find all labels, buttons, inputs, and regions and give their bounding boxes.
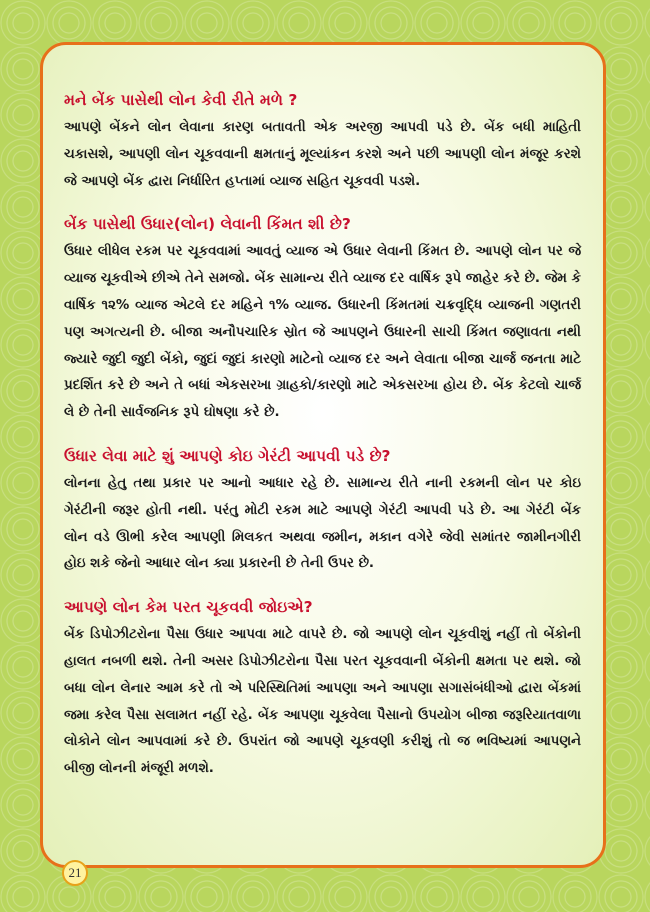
section-get-loan — [64, 89, 581, 195]
section-paragraph: આપણે બેંકને લોન લેવાના કારણ બતાવતી એક અરજી આપવી પડે છે. બેંક બધી માહિતી ચકાસશે, આપણી લોન ચૂકવવાની ક્ષમતાનું મૂલ્યાંકન કરશે અને પછી આપણી લોન મંજૂર કરશે જે આપણે બેંક દ્વારા નિર્ધારિત હપ્તામાં વ્યાજ સહિત ચૂકવવી પડશે. — [64, 120, 581, 189]
section-paragraph: બેંક ડિપોઝીટરોના પૈસા ઉધાર આપવા માટે વાપરે છે. જો આપણે લોન ચૂકવીશું નહીં તો બેંકોની હાલત નબળી થશે. તેની અસર ડિપોઝીટરોના પૈસા પરત ચૂકવવાની બેંકોની ક્ષમતા પર થશે. જો બધા લોન લેનાર આમ કરે તો એ પરિસ્થિતિમાં આપણા અને આપણા સગાસંબંધીઓ દ્વારા બેંકમાં જમા કરેલ પૈસા સલામત નહીં રહે. બેંક આપણા ચૂકવેલા પૈસાનો ઉપયોગ બીજા જરૂરિયાતવાળા લોકોને લોન આપવામાં કરે છે. ઉપરાંત જો આપણે ચૂકવણી કરીશું તો જ ભવિષ્યમાં આપણને બીજી લોનની મંજૂરી મળશે. — [64, 627, 581, 777]
section-heading: આપણે લોન કેમ પરત ચૂકવવી જોઇએ? — [64, 598, 313, 617]
content-panel — [40, 42, 606, 868]
section-heading: બેંક પાસેથી ઉધાર(લોન) લેવાની કિંમત શી છે? — [64, 215, 351, 234]
section-paragraph: ઉધાર લીધેલ રકમ પર ચૂકવવામાં આવતું વ્યાજ એ ઉધાર લેવાની કિંમત છે. આપણે લોન પર જે વ્યાજ ચૂકવીએ છીએ તેને સમજો. બેંક સામાન્ય રીતે વ્યાજ દર વાર્ષિક રૂપે જાહેર કરે છે. જેમ કે વાર્ષિક ૧૨% વ્યાજ એટલે દર મહિને ૧% વ્યાજ. ઉધારની કિંમતમાં ચક્રવૃદ્ધિ વ્યાજની ગણતરી પણ અગત્યની છે. બીજા અનૌપચારિક સ્રોત જે આપણને ઉધારની સાચી કિંમત જણાવતા નથી જ્યારે જુદી જુદી બેંકો, જુદાં જુદાં કારણો માટેનો વ્યાજ દર અને લેવાતા બીજા ચાર્જ જનતા માટે પ્રદર્શિત કરે છે અને તે બધાં એકસરખા ગ્રાહકો/કારણો માટે એકસરખા હોય છે. બેંક કેટલો ચાર્જ લે છે તેની સાર્વજનિક રૂપે ઘોષણા કરે છે. — [64, 244, 581, 421]
section-repayment — [64, 596, 581, 783]
page-number: 21 — [62, 860, 88, 886]
section-heading: ઉધાર લેવા માટે શું આપણે કોઇ ગેરંટી આપવી પડે છે? — [64, 446, 391, 465]
section-cost-of-credit — [64, 213, 581, 427]
section-paragraph: લોનના હેતુ તથા પ્રકાર પર આનો આધાર રહે છે. સામાન્ય રીતે નાની રકમની લોન પર કોઇ ગેરંટીની જરૂર હોતી નથી. પરંતુ મોટી રકમ માટે આપણે ગેરંટી આપવી પડે છે. આ ગેરંટી બેંક લોન વડે ઊભી કરેલ આપણી મિલકત અથવા જમીન, મકાન વગેરે જેવી સમાંતર જામીનગીરી હોઇ શકે જેનો આધાર લોન ક્યા પ્રકારની છે તેની ઉપર છે. — [64, 475, 581, 572]
section-heading: મને બેંક પાસેથી લોન કેવી રીતે મળે ? — [64, 91, 298, 109]
section-guarantee — [64, 445, 581, 578]
